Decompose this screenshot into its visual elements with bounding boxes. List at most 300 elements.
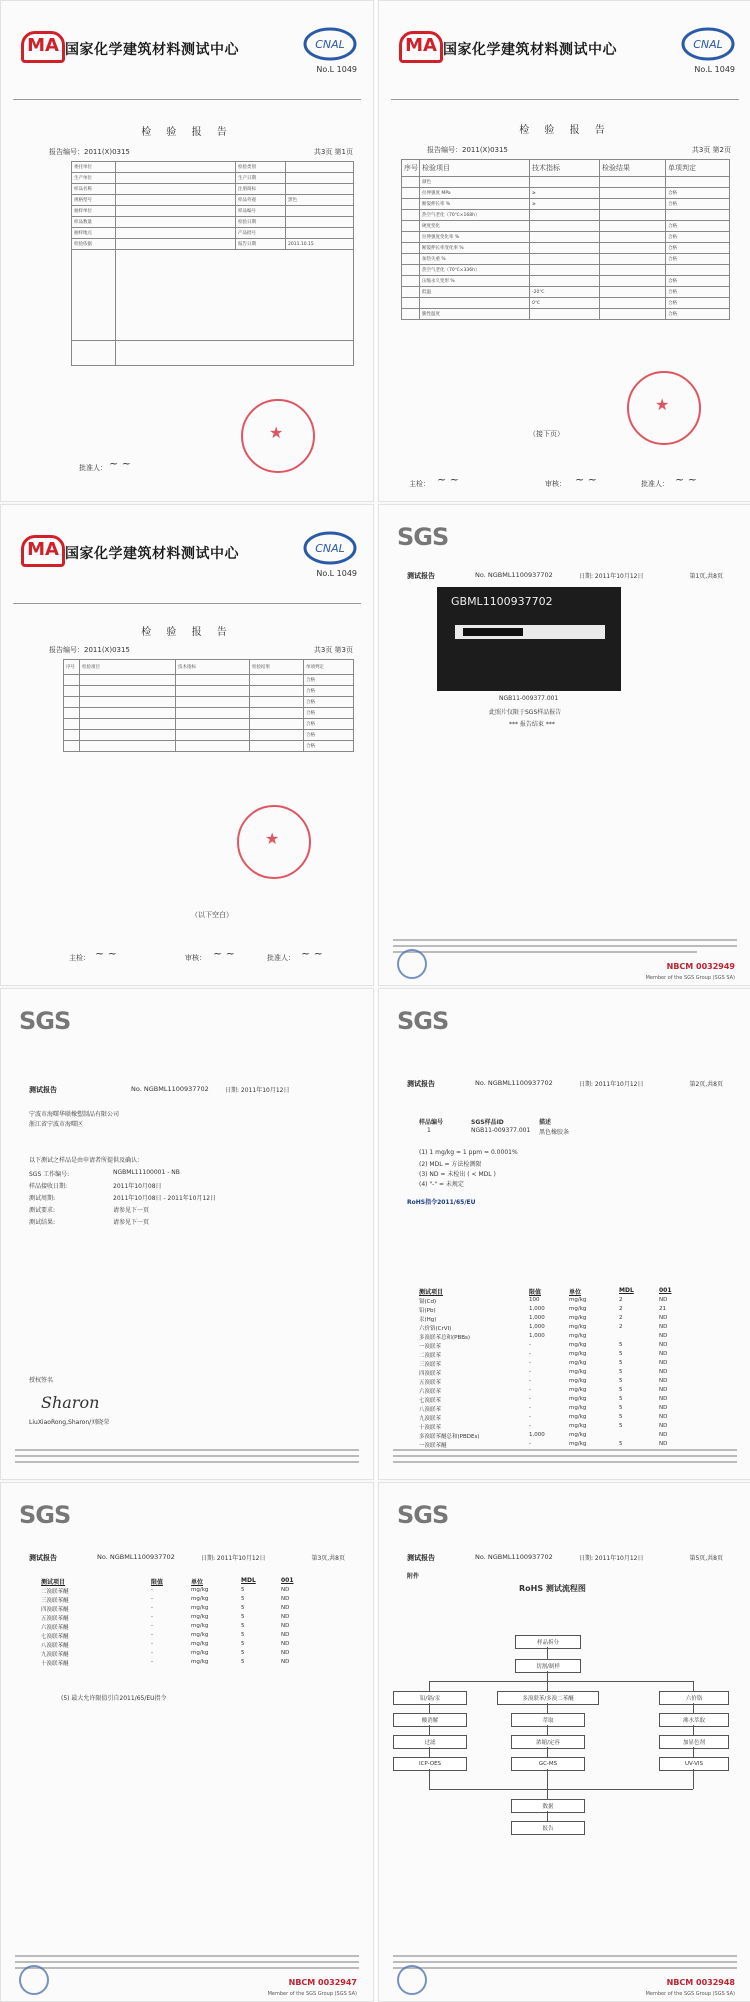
cell [80,741,176,752]
cell: 合格 [666,309,730,320]
flow-node: 铅/镉/汞 [393,1691,467,1705]
cell [402,199,420,210]
cell: mg/kg [191,1614,209,1620]
report-ref: No. NGBML1100937702 [131,1085,209,1093]
cell [600,188,666,199]
nctc-report-page-2 [378,0,750,502]
cell: mg/kg [191,1623,209,1629]
table-row [64,708,354,719]
flow-node: 多溴联苯/多溴二苯醚 [497,1691,599,1705]
cell: ND [659,1405,668,1411]
report-info-table [71,161,354,366]
flow-arrow [429,1681,693,1682]
cell [666,177,730,188]
photo-label: GBML1100937702 [451,595,553,608]
cell: 委托单位 [72,162,116,173]
table-row [72,341,354,366]
rohs-header-row [41,1577,341,1587]
cell [402,243,420,254]
header-divider [13,99,361,100]
col-header: 序号 [402,160,420,177]
cnal-number: No.L 1049 [316,569,357,578]
cell: mg/kg [191,1659,209,1665]
cell [286,206,354,217]
cell: ND [281,1641,290,1647]
cell: 产品批号 [236,228,286,239]
sample-strip-icon [463,628,523,636]
cell [420,298,530,309]
table-row [402,265,730,276]
table-row [419,1423,719,1432]
cell: 生产日期 [236,173,286,184]
cell [402,221,420,232]
cell: mg/kg [569,1342,587,1348]
cnal-logo-icon [681,27,735,61]
cell [176,697,250,708]
cell: 5 [619,1414,623,1420]
cell: - [529,1387,531,1393]
cell: mg/kg [569,1387,587,1393]
report-number: 报告编号：2011(X)0315 [427,146,508,154]
cell: 铅(Pb) [419,1308,436,1314]
cell [80,730,176,741]
approver-signature: ~ ~ [675,473,697,486]
cell: -20℃ [530,287,600,298]
cell [250,719,304,730]
footer-line [393,1461,737,1463]
report-number: 报告编号：2011(X)0315 [49,646,130,654]
serial-number: NBCM 0032947 [288,1978,357,1987]
cell: 5 [619,1396,623,1402]
cell: 检验类别 [236,162,286,173]
cell: mg/kg [569,1351,587,1357]
cell [530,265,600,276]
cell: 九溴联苯 [419,1416,442,1422]
cell: 2 [619,1315,623,1321]
cell [72,250,116,341]
table-row [419,1378,719,1387]
cell: mg/kg [569,1378,587,1384]
sig-title: 授权签名 [29,1377,54,1384]
footer-line [393,1449,737,1451]
report-heading: 测试报告 [407,1554,435,1562]
flow-arrow [429,1747,430,1757]
cell [250,741,304,752]
cell [600,287,666,298]
cell [402,254,420,265]
report-date: 日期: 2011年10月12日 [579,1555,644,1562]
table-row [419,1432,719,1441]
cell [80,686,176,697]
cell: ND [659,1297,668,1303]
cell [600,243,666,254]
report-number: 报告编号：2011(X)0315 [49,148,130,156]
cell: 2011.10.15 [286,239,354,250]
table-row [72,239,354,250]
cell: 拉伸强度 MPa [420,188,530,199]
rohs-header-row [419,1287,719,1297]
sgs-logo [19,1007,70,1035]
report-ref: No. NGBML1100937702 [475,1079,553,1087]
cell: ND [659,1387,668,1393]
footer-line [393,1455,737,1457]
cell: - [151,1587,153,1593]
main-inspector-signature: ~ ~ [437,473,459,486]
flow-arrow [547,1681,548,1691]
col-header: 检验项目 [80,660,176,675]
flow-arrow [547,1647,548,1659]
cell: 2 [619,1324,623,1330]
cell [600,232,666,243]
cell: 合格 [304,675,354,686]
cell: 合格 [666,188,730,199]
cell: 合格 [666,221,730,232]
cell: - [529,1342,531,1348]
cell: ND [281,1614,290,1620]
cell [530,177,600,188]
cell: 检验日期 [236,217,286,228]
cell [80,719,176,730]
cell: 合格 [304,697,354,708]
cnal-logo-icon [303,27,357,61]
sample-header: SGS样品ID [471,1119,504,1126]
table-row [41,1623,341,1632]
cell: 硬度变化 [420,221,530,232]
flow-arrow [693,1747,694,1757]
cell [116,228,236,239]
cell: 二溴联苯醚 [41,1589,69,1595]
flow-title: RoHS 测试流程图 [519,1584,586,1593]
cell: 样品外观 [236,195,286,206]
flow-arrow [429,1789,693,1790]
col-header: 测试项目 [41,1579,66,1586]
cell [530,276,600,287]
center-title: 国家化学建筑材料测试中心 [443,42,617,58]
col-header: 限值 [151,1579,164,1586]
cell: ND [659,1351,668,1357]
table-row [41,1596,341,1605]
cell: - [151,1659,153,1665]
serial-number: NBCM 0032948 [666,1978,735,1987]
report-page: 第1页,共8页 [689,573,723,580]
cell: - [151,1641,153,1647]
col-header: 测试项目 [419,1289,444,1296]
cell [250,675,304,686]
cell: 颜色 [420,177,530,188]
cell: - [151,1623,153,1629]
approver-signature: ~ ~ [301,947,323,960]
cell [116,250,354,341]
cell [402,188,420,199]
cell: mg/kg [569,1405,587,1411]
main-inspector-label: 主检： [69,954,90,962]
cell: 合格 [666,199,730,210]
reviewer-signature: ~ ~ [213,947,235,960]
cell: - [151,1605,153,1611]
col-header: 技术指标 [530,160,600,177]
table-row [402,276,730,287]
field-label: 测试要求: [29,1207,56,1214]
col-header: 技术指标 [176,660,250,675]
cell: - [151,1596,153,1602]
cell: 5 [619,1405,623,1411]
reviewer-label: 审核： [545,480,566,488]
cell: mg/kg [569,1306,587,1312]
cell: 拉伸强度变化率 % [420,232,530,243]
cell: 四溴联苯醚 [41,1607,69,1613]
ma-logo: MA [21,535,65,567]
table-row [72,173,354,184]
header-divider [13,603,361,604]
continue-label: （接下页） [529,430,564,438]
cell [286,217,354,228]
cell: ND [659,1396,668,1402]
col-header: 单项判定 [304,660,354,675]
cell: 5 [241,1650,245,1656]
cell: 合格 [304,686,354,697]
cell [116,173,236,184]
table-row [72,162,354,173]
sample-photo [437,587,621,691]
flow-node: 样品拆分 [515,1635,581,1649]
cell: mg/kg [569,1441,587,1447]
sgs-seal-icon [19,1965,49,1995]
table-row [419,1324,719,1333]
legal-footer [393,935,737,961]
flow-node: 过滤 [393,1735,467,1749]
reviewer-signature: ~ ~ [575,473,597,486]
header-divider [391,99,739,100]
cell [286,184,354,195]
flow-node: GC-MS [511,1757,585,1771]
flow-arrow [429,1769,430,1789]
table-row [402,254,730,265]
cell: 三溴联苯醚 [41,1598,69,1604]
cell [116,184,236,195]
cell: 七溴联苯 [419,1398,442,1404]
table-row [402,199,730,210]
cell [250,697,304,708]
flow-node: 浓缩/定容 [511,1735,585,1749]
field-value: 请参见下一页 [113,1207,150,1214]
ma-logo: MA [399,31,443,63]
note: (2) MDL = 方法检测限 [419,1161,482,1168]
cell: mg/kg [191,1632,209,1638]
cell: 三溴联苯 [419,1362,442,1368]
footer-line [15,1455,359,1457]
sgs-photo-page [378,504,750,986]
rohs-title: RoHS指令2011/65/EU [407,1199,476,1206]
cell [402,265,420,276]
cell: 低温 [420,287,530,298]
sample-header: 样品编号 [419,1119,444,1126]
cell: 5 [241,1614,245,1620]
cell: - [529,1378,531,1384]
table-row [402,177,730,188]
cell [530,210,600,221]
cell: ND [281,1605,290,1611]
field-label: SGS 工作编号: [29,1171,70,1178]
report-title: 检 验 报 告 [141,627,233,638]
cell: 100 [529,1297,540,1303]
cell: mg/kg [569,1324,587,1330]
flow-arrow [547,1789,548,1799]
sgs-seal-icon [397,949,427,979]
cell [116,341,354,366]
col-header: 检验结果 [250,660,304,675]
report-page: 共3页 第1页 [313,148,353,156]
flow-arrow [429,1703,430,1713]
table-row [64,675,354,686]
cell [600,298,666,309]
table-header-row [402,160,730,177]
col-header: MDL [619,1287,634,1294]
main-inspector-label: 主检： [409,480,430,488]
cell [530,221,600,232]
cell [600,254,666,265]
cell: 1,000 [529,1432,545,1438]
sample-cell: 黑色橡胶条 [539,1129,570,1136]
cell: ND [281,1587,290,1593]
cell: mg/kg [191,1587,209,1593]
table-row [41,1659,341,1668]
cell: mg/kg [191,1605,209,1611]
table-row [64,697,354,708]
table-row [402,287,730,298]
table-row [402,298,730,309]
cell: 加热失重 % [420,254,530,265]
cell [600,276,666,287]
sgs-logo [397,523,448,551]
table-row [64,730,354,741]
sample-header: 描述 [539,1119,552,1126]
cell: ND [659,1378,668,1384]
main-inspector-signature: ~ ~ [95,947,117,960]
cell: 黑色 [286,195,354,206]
cell: mg/kg [569,1333,587,1339]
cell [530,243,600,254]
cell: ND [281,1659,290,1665]
center-title: 国家化学建筑材料测试中心 [65,546,239,562]
col-header: 单项判定 [666,160,730,177]
table-row [41,1605,341,1614]
flow-arrow [693,1769,694,1789]
cell [402,287,420,298]
field-value: NGBML11100001 - NB [113,1169,180,1176]
cnal-logo-icon [303,531,357,565]
table-row [419,1351,719,1360]
flow-arrow [547,1811,548,1821]
cell: ND [659,1423,668,1429]
cell [402,309,420,320]
cell: 报告日期 [236,239,286,250]
cell: ND [281,1596,290,1602]
svg-text:CNAL: CNAL [693,38,723,51]
cell [402,177,420,188]
approver-label: 批准人： [79,464,107,472]
cell: 注册商标 [236,184,286,195]
report-heading: 测试报告 [29,1554,57,1562]
footer-line [15,1955,359,1957]
cell: mg/kg [191,1641,209,1647]
table-row [64,741,354,752]
cell: 多溴联苯醚总和(PBDEs) [419,1434,480,1440]
sgs-logo [397,1007,448,1035]
cell: 5 [619,1423,623,1429]
cell: - [151,1650,153,1656]
flow-node: UV-VIS [659,1757,729,1771]
table-row [72,250,354,341]
report-title: 检 验 报 告 [141,127,233,138]
table-row [402,243,730,254]
flow-arrow [429,1681,430,1691]
cell: 抽样地点 [72,228,116,239]
cell [116,162,236,173]
member-text: Member of the SGS Group (SGS SA) [645,1991,735,1997]
cell: 5 [619,1351,623,1357]
cell: 样品名称 [72,184,116,195]
cell: 21 [659,1306,666,1312]
col-header: 检验项目 [420,160,530,177]
table-row [419,1405,719,1414]
legal-footer [15,1445,359,1471]
cell: mg/kg [569,1369,587,1375]
cell [176,686,250,697]
cell [286,228,354,239]
cell: 5 [619,1378,623,1384]
table-row [419,1333,719,1342]
rohs-table [419,1287,719,1450]
cell: 5 [619,1369,623,1375]
cell: ND [659,1315,668,1321]
sgs-logo [397,1501,448,1529]
cell: 八溴联苯 [419,1407,442,1413]
report-ref: No. NGBML1100937702 [97,1553,175,1561]
cell [64,697,80,708]
cell: 5 [241,1605,245,1611]
sgs-logo-text: SGS [19,1501,71,1529]
table-row [419,1369,719,1378]
approver-signature: ~ ~ [109,457,131,470]
cell [402,232,420,243]
cell: 1,000 [529,1324,545,1330]
table-row [64,686,354,697]
cell: 生产单位 [72,173,116,184]
reviewer-label: 审核： [185,954,206,962]
approver-label: 批准人： [267,954,295,962]
cell: mg/kg [569,1423,587,1429]
cell: 断裂伸长率 % [420,199,530,210]
footer-line [15,1461,359,1463]
cell [64,741,80,752]
legal-footer [15,1951,359,1977]
cell: 热空气老化（70℃×336h） [420,265,530,276]
flow-arrow [693,1703,694,1713]
cell [64,730,80,741]
cell: 5 [241,1659,245,1665]
flow-arrow [547,1725,548,1735]
cell: 多溴联苯总和(PBBs) [419,1335,471,1341]
cell: mg/kg [569,1396,587,1402]
official-seal-icon [237,805,311,879]
flow-node: 沸水萃取 [659,1713,729,1727]
table-header-row [64,660,354,675]
table-row [402,188,730,199]
table-row [72,206,354,217]
cell: 一溴联苯醚 [419,1443,447,1449]
report-date: 日期: 2011年10月12日 [225,1087,290,1094]
cell [64,708,80,719]
